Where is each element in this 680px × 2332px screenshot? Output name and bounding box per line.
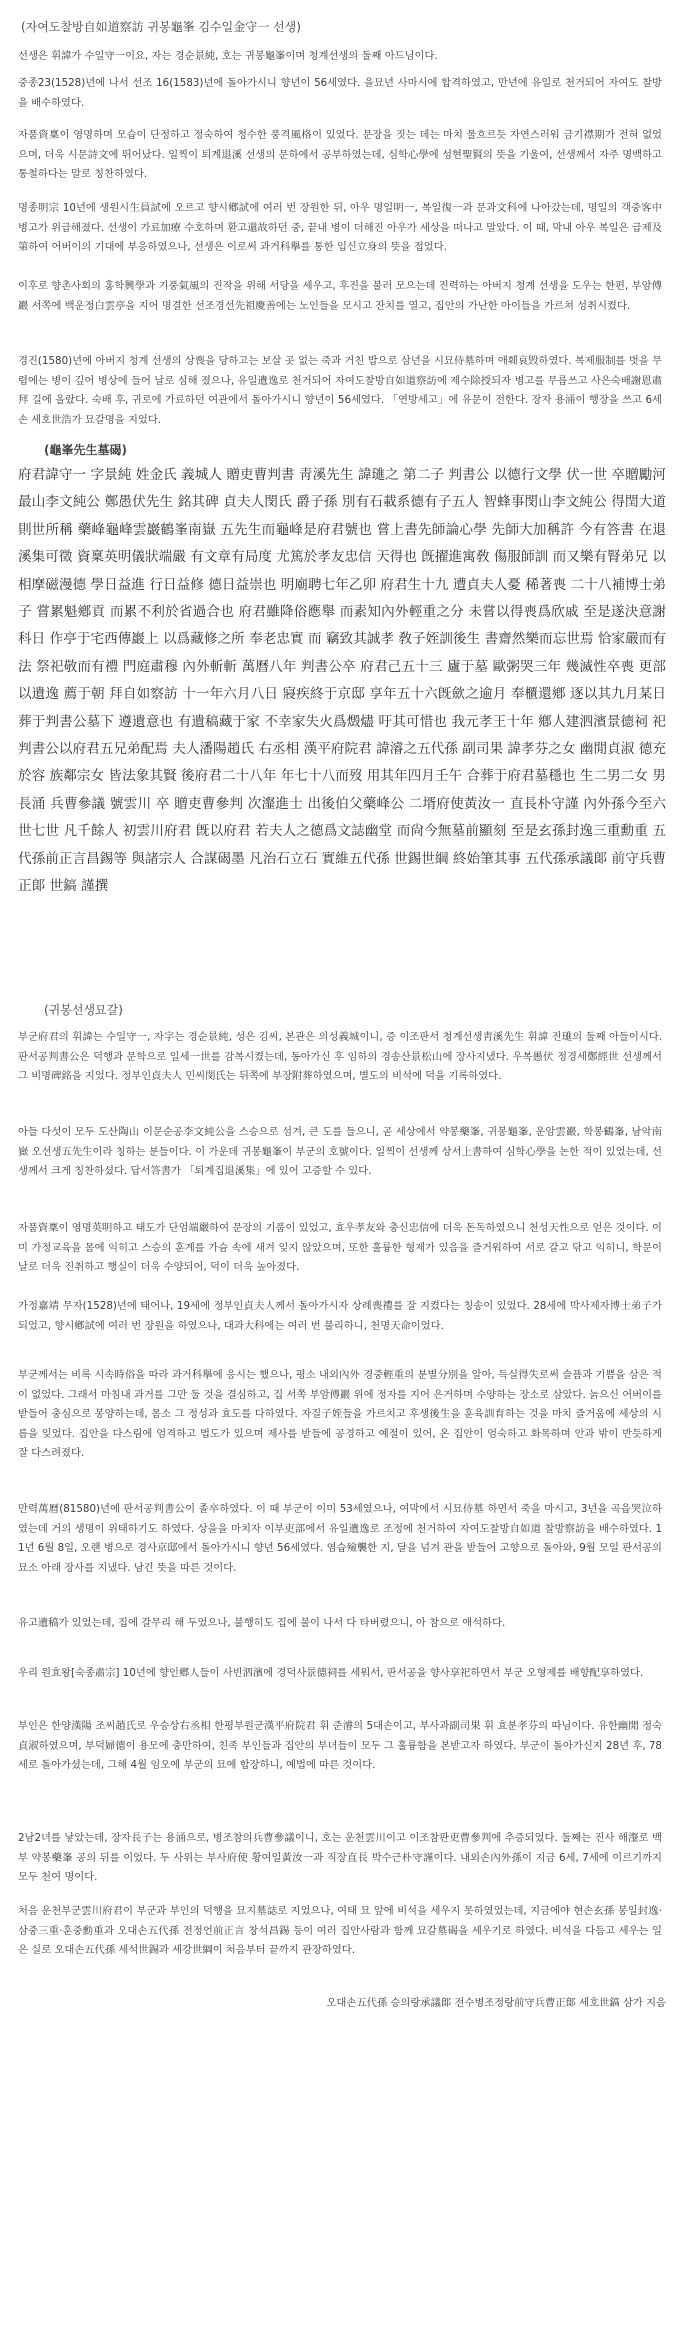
intro-paragraph-5: 이후로 향촌사회의 홍학興學과 기풍氣風의 진작을 위해 서당을 세우고, 후진을 불러 모으는데 진력하는 아버지 청계 선생을 도우는 한편, 부암傅巖 서쪽에 백운정白雲亭을 지어 명결한 선조경선先祖慶善에는 노인들을 모시고 잔치를 열고, 집안의 가난한 아이들을 가르쳐 성취시켰다. [18, 280, 662, 312]
translation-paragraph-1: 부군府君의 휘諱는 수일守一, 자字는 경순景純, 성은 김씨, 본관은 의성義城이니, 증 이조판서 청계선생靑溪先生 휘諱 진璡의 둘째 아들이시다. 판서공判書公은 덕행과 문학으로 일세一世를 감복시켰는데, 동아가신 후 임하의 경송산景松山에 장사지냈다. 우복愚伏 정경세鄭經世 선생께서 그 비명碑銘을 지었다. 정부인貞夫人 민씨閔氏는 뒤쪽에 부장附葬하였으며, 별도의 비석에 덕을 기록하였다. [18, 1031, 662, 1083]
section-title-translation: (귀봉선생묘갈) [44, 1003, 123, 1017]
intro-paragraph-2: 중종23(1528)년에 나서 선조 16(1583)년에 돌아가시니 향년이 56세였다. 을묘년 사마시에 합격하였고, 만년에 유일로 천거되어 자여도 찰방을 배수하였다. [18, 77, 662, 109]
translation-paragraph-7: 유고遺稿가 있었는데, 집에 갈무리 해 두었으나, 불행히도 집에 불이 나서 다 타버렸으니, 아 참으로 애석하다. [18, 1617, 506, 1629]
translation-paragraph-8: 우리 원효왕[숙종肅宗] 10년에 향인鄕人들이 사빈泗濱에 경덕사景德祠를 세워서, 판서공을 향사享祀하면서 부군 오형제를 배향配享하였다. [18, 1667, 644, 1679]
translation-paragraph-6: 만력萬曆(81580)년에 판서공判書公이 졸卒하였다. 이 때 부군이 이미 53세였으나, 여막에서 시묘侍墓 하면서 죽을 마시고, 3년을 곡읍哭泣하였는데 거의 생명이 위태하기도 하였다. 상을을 마치자 이부吏部에서 유일遺逸로 조정에 천거하여 자여도찰방自如道 찰방察訪을 배수하였다. 11년 6월 8일, 오랜 병으로 경사京邸에서 돌아가시니 향년 56세였다. 염습殮襲한 지, 달을 넘겨 관을 받들어 고향으로 돌아와, 9월 모일 판서공의 묘소 아래 장사를 지냈다. 남긴 뜻을 따른 것이다. [18, 1503, 662, 1574]
hanmun-epitaph-text: 府君諱守一 字景純 姓金氏 義城人 贈吏曹判書 靑溪先生 諱璡之 第二子 判書公 以德行文學 伏一世 卒贈勵河最山李文純公 鄭愚伏先生 銘其碑 貞夫人閔氏 爵子孫 別有石載系德有子五人 智蜂事閔山李文純公 得閏大道 則世所稱 藥峰龜峰雲巖鶴峯南嶽 五先生而龜峰是府君號也 嘗上書先師論心學 先師大加稱許 今有答書 在退溪集可徵 資稟英明儀狀端嚴 有文章有局度 尤篤於孝友忠信 天得也 旣擢進寓敎 傷服師訓 而又樂有腎弟兄 以相摩磁漫德 學日益進 行日益修 德日益崇也 明廟聘七年乙卯 府君生十九 遭貞夫人憂 稀著喪 二十八補博士弟子 嘗累魁鄕貢 而累不利於省過合也 府君雖降俗應舉 而素知內外輕重之分 未嘗以得喪爲欣戚 至是遂決意謝科日 作亭于宅西傳巖上 以爲藏修之所 奉老忠實 而 竊致其誠孝 敎子姪訓後生 書齋然樂而忘世焉 恰家嚴而有法 祭祀敬而有禮 門庭肅穆 內外斬斬 萬曆八年 判書公卒 府君己五十三 廬于墓 歐粥哭三年 幾滅性卒喪 更部以遺逸 薦于朝 拜自如察訪 十一年六月八日 寢疾終于京邸 享年五十六旣歛之逾月 奉櫃還鄕 逐以其九月某日 葬于判書公墓下 遵遺意也 有遺稿藏于家 不幸家失火爲燬燼 吁其可惜也 我元孝王十年 鄕人建泗濱景德祠 祀判書公以府君五兄弟配焉 夫人潘陽趙氏 右丞相 漢平府院君 諱濬之五代孫 副司果 諱孝芬之女 幽閒貞淑 德充於容 族鄰宗女 皆法象其賢 後府君二十八年 年七十八而歿 用其年四月壬午 合葬于府君墓穩也 生二男二女 男長涌 兵曹參議 號雲川 卒 贈吏曹參判 次瀣進士 出後伯父藥峰公 二壻府使黃汝一 直長朴守謹 內外孫今至六世七世 凡千餘人 初雲川府君 旣以府君 若夫人之德爲文誌幽堂 而尙今無墓前顯刻 至是玄孫封逸三重勳重 五代孫前正言昌錫等 與諸宗人 合謀碣墨 凡治石立石 實維五代孫 世錫世綱 終始筆其事 五代孫承議郞 前守兵曹正郞 世鎬 謹撰 [18, 467, 666, 895]
intro-paragraph-3: 자품資稟이 영명하며 모습이 단정하고 정숙하여 청수한 풍격風格이 있었다. 문장을 짓는 데는 마치 물흐르듯 자연스러워 금기襟期가 전혀 없었으며, 더욱 시문詩文에 뛰어났다. 일찍이 퇴계退溪 선생의 문하에서 공부하였는데, 심학心學에 성현聖賢의 뜻을 기울여, 선생께서 자주 명백하고 통철하다는 말로 칭찬하였다. [18, 129, 662, 181]
translation-paragraph-2: 아들 다섯이 모두 도산陶山 이문순공李文純公을 스승으로 섬겨, 큰 도를 들으니, 곧 세상에서 약봉藥峯, 귀봉龜峯, 운암雲巖, 학봉鶴峯, 남악南嶽 오선생五先生이라 칭하는 분들이다. 이 가운데 귀봉龜峯이 부군의 호號이다. 일찍이 선생께 상서上書하여 심학心學을 논한 적이 있었는데, 선생께서 크게 칭찬하셨다. 답서答書가 「퇴계집退溪集」에 있어 고증할 수 있다. [18, 1126, 662, 1178]
translation-paragraph-9: 부인은 한양漢陽 조씨趙氏로 우승상右丞相 한평부원군漢平府院君 휘 준濬의 5대손이고, 부사과副司果 휘 효분孝芬의 따님이다. 유한幽閒 정숙貞淑하였으며, 부덕婦德이 용모에 충만하여, 친족 부인들과 집안의 부녀들이 모두 그 훌륭함을 본받고자 하였다. 부군이 돌아가신지 28년 후, 78세로 돌아가셨는데, 그해 4월 임오에 부군의 묘에 합장하니, 예법에 따른 것이다. [18, 1720, 662, 1772]
translation-paragraph-3: 자품資稟이 영명英明하고 태도가 단엄端嚴하여 문장의 기품이 있었고, 효우孝友와 충신忠信에 더욱 돈독하였으니 천성天性으로 얻은 것이다. 이미 가정교육을 몸에 익히고 스승의 훈계를 가슴 속에 새겨 잊지 않았으며, 또한 훌륭한 형제가 있음을 즐거워하여 서로 갈고 닦고 익히니, 학문이 날로 더욱 진취하고 행실이 더욱 수양되어, 덕이 더욱 높아졌다. [18, 1222, 662, 1274]
page-title: (자여도찰방自如道察訪 귀봉龜峯 김수일金守一 선생) [21, 20, 301, 34]
intro-paragraph-1: 선생은 휘諱가 수일守一이요, 자는 경순景純, 호는 귀봉龜峯이며 청계선생의 둘째 아드님이다. [18, 50, 438, 62]
translation-paragraph-5: 부군께서는 비록 시속時俗을 따라 과거科擧에 응시는 했으나, 평소 내외內外 경중輕重의 분별分別을 알아, 득실得失로써 슬픔과 기쁨을 삼은 적이 없었다. 그래서 마침내 과거를 그만 둘 것을 결심하고, 집 서쪽 부암傅巖 위에 정자를 지어 은거하며 수양하는 장소로 삼았다. 늙으신 어버이를 받들어 충심으로 봉양하는데, 몸소 그 정성과 효도를 다하였다. 자질子姪들을 가르치고 후생後生을 훈육訓育하는 것을 마치 즐거움에 세상의 시름을 잊었다. 집안을 다스림에 엄격하고 법도가 있으며 제사를 받들에 공경하고 예절이 있어, 온 집안이 엄숙하고 화목하며 안과 밖이 반듯하게 잘 다스려졌다. [18, 1369, 662, 1460]
translation-paragraph-10: 2남2녀를 낳았는데, 장자長子는 용涌으로, 병조참의兵曹參議이니, 호는 운천雲川이고 이조참판吏曹參判에 추증되었다. 둘째는 진사 해瀣로 백부 약봉藥峯 공의 뒤를 이었다. 두 사위는 부사府使 황여일黃汝一과 직장直長 박수근朴守謹이다. 내외손內外孫이 지금 6세, 7세에 이르기까지 모두 천여 명이다. [18, 1832, 662, 1884]
author-signature: 오대손五代孫 승의랑承議郞 전수병조정랑前守兵曹正郞 세호世鎬 삼가 지음 [326, 1997, 666, 2009]
translation-paragraph-11: 처음 운천부군雲川府君이 부군과 부인의 덕행을 묘지墓誌로 지었으나, 여태 묘 앞에 비석을 세우지 못하였었는데, 지금에야 현손玄孫 봉일封逸·삼중三重·훈중勳重과 오대손五代孫 전정언前正言 창석昌錫 등이 여러 집안사람과 함께 묘갈墓碣을 세우기로 하였다. 비석을 다듬고 세우는 일은 실로 오대손五代孫 세석世錫과 세강世綱이 처음부터 끝까지 관장하였다. [18, 1905, 662, 1957]
intro-paragraph-6: 경진(1580)년에 아버지 청계 선생의 상喪을 당하고는 보살 곳 없는 죽과 거친 밥으로 삼년을 시묘侍墓하며 애훼哀毁하였다. 복제服制를 벗을 무렵에는 병이 깊어 병상에 들어 날로 심해 졌으나, 유일遺逸로 천거되어 자여도찰방自如道察訪에 제수除授되자 병고를 무릅쓰고 사은숙배謝恩肅拜 길에 올랐다. 숙배 후, 귀로에 가료하던 여관에서 돌아가시니 향년이 56세였다. 「연방세고」에 유문이 전한다. 장자 용涌이 행장을 쓰고 6세손 세호世浩가 묘갈명을 지었다. [18, 355, 662, 426]
intro-paragraph-4: 명종明宗 10년에 생원시生員試에 오르고 향시鄕試에 여러 번 장원한 뒤, 아우 명일明一, 복일復一과 문과文科에 나아갔는데, 명일의 객중客中 병고가 위급해졌다. 선생이 가료加療 수호하며 환고還故하던 중, 끝내 병이 더해진 아우가 세상을 떠나고 말았다. 이 때, 막내 아우 복일은 급제及第하여 어버이의 기대에 부응하였으나, 선생은 이로써 과거科擧를 통한 입신立身의 뜻을 접었다. [18, 202, 662, 254]
translation-paragraph-4: 가정嘉靖 무자(1528)년에 태어나, 19세에 정부인貞夫人께서 돌아가시자 상례喪禮를 잘 지켰다는 칭송이 있었다. 28세에 박사제자博士弟子가 되었고, 향시鄕試에 여러 번 장원을 하였으나, 대과大科에는 여러 번 불리하니, 천명天命이었다. [18, 1300, 662, 1332]
section-title-hanmun: (龜峯先生墓碣) [44, 443, 127, 457]
